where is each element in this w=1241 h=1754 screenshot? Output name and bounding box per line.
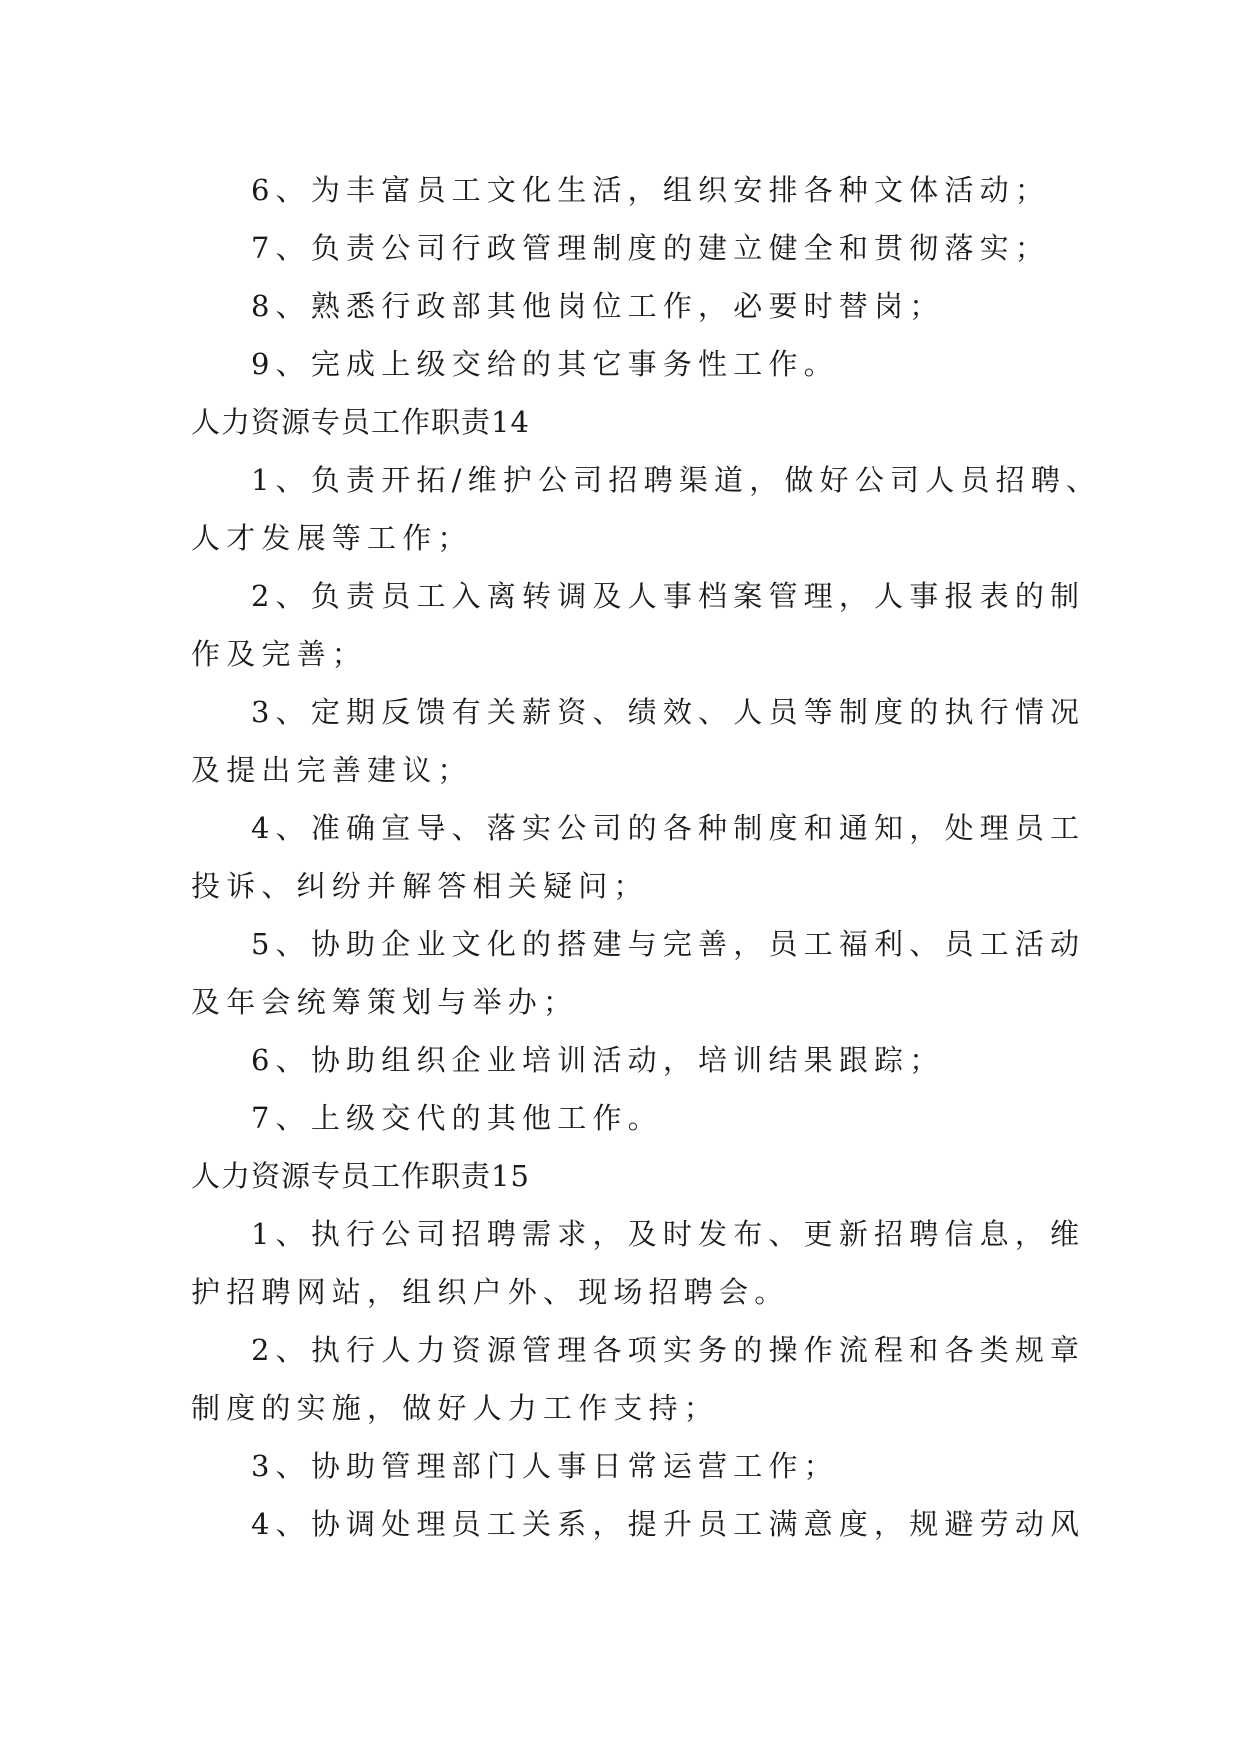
paragraph-line: 作及完善； — [191, 637, 368, 671]
paragraph-line: 1、负责开拓/维护公司招聘渠道，做好公司人员招聘、 — [251, 463, 1102, 497]
paragraph-line: 3、协助管理部门人事日常运营工作； — [251, 1449, 839, 1483]
paragraph-line: 4、准确宣导、落实公司的各种制度和通知，处理员工 — [251, 811, 1086, 845]
document-body — [191, 161, 1102, 1553]
paragraph-line: 1、执行公司招聘需求，及时发布、更新招聘信息，维 — [251, 1217, 1086, 1251]
paragraph-line: 5、协助企业文化的搭建与完善，员工福利、员工活动 — [251, 927, 1086, 961]
paragraph-line: 2、负责员工入离转调及人事档案管理，人事报表的制 — [251, 579, 1086, 613]
paragraph-line: 7、上级交代的其他工作。 — [251, 1101, 663, 1135]
paragraph-line: 2、执行人力资源管理各项实务的操作流程和各类规章 — [251, 1333, 1086, 1367]
paragraph-line: 投诉、纠纷并解答相关疑问； — [191, 869, 649, 903]
paragraph-line: 人才发展等工作； — [191, 521, 473, 555]
paragraph-line: 及提出完善建议； — [191, 753, 473, 787]
section-heading: 人力资源专员工作职责15 — [191, 1159, 530, 1193]
paragraph-line: 6、为丰富员工文化生活，组织安排各种文体活动； — [251, 173, 1051, 207]
section-heading: 人力资源专员工作职责14 — [191, 405, 530, 439]
paragraph-line: 及年会统筹策划与举办； — [191, 985, 579, 1019]
paragraph-line: 9、完成上级交给的其它事务性工作。 — [251, 347, 839, 381]
paragraph-line: 制度的实施，做好人力工作支持； — [191, 1391, 720, 1425]
paragraph-line: 6、协助组织企业培训活动，培训结果跟踪； — [251, 1043, 945, 1077]
paragraph-line: 7、负责公司行政管理制度的建立健全和贯彻落实； — [251, 231, 1051, 265]
paragraph-line: 8、熟悉行政部其他岗位工作，必要时替岗； — [251, 289, 945, 323]
paragraph-line: 4、协调处理员工关系，提升员工满意度，规避劳动风 — [251, 1507, 1086, 1541]
paragraph-line: 3、定期反馈有关薪资、绩效、人员等制度的执行情况 — [251, 695, 1086, 729]
paragraph-line: 护招聘网站，组织户外、现场招聘会。 — [191, 1275, 790, 1309]
